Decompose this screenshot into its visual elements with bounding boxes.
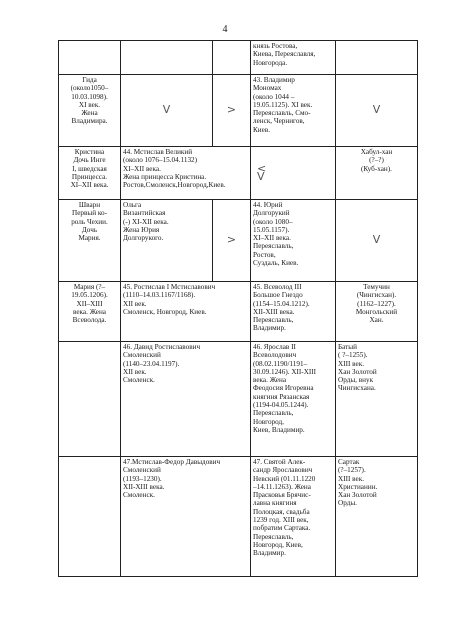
table-cell (213, 200, 251, 282)
cell-text: Ольга Византийская (-) XI-XII века. Жена Юрия Долгорукого. (123, 201, 169, 243)
table-cell (59, 342, 121, 457)
table-row (59, 147, 418, 200)
cell-text: Хабул-хан (?–?) (Куб-хан). (360, 148, 393, 173)
cell-text: 45. Всеволод III Большое Гнездо (1154–15.04.1212). XII-XIII века. Переяславль, Владимир. (253, 283, 310, 333)
table-cell (121, 457, 251, 577)
table-row (59, 41, 418, 75)
down-arrow-mark: V (372, 103, 381, 117)
cell-text: 47. Святой Алек- сандр Ярославович Невский (01.11.1220 –14.11.1263). Жена Прасковья Брячис- лавна княгиня Полоцкая, свадьба 1239 год. XIII век, побратим Сартака. Переяславль, Новгород, Киев, Владимир. (253, 458, 316, 558)
cell-text: 46. Давид Ростиславович Смоленский (1140–23.04.1197). XII век. Смоленск. (123, 343, 201, 385)
table-cell (336, 457, 418, 577)
table-cell (213, 75, 251, 147)
table-cell (121, 75, 213, 147)
table-cell (121, 200, 213, 282)
table-cell (251, 147, 336, 200)
table-cell (336, 282, 418, 342)
table-cell (336, 342, 418, 457)
table-cell (121, 147, 251, 200)
table-row (59, 282, 418, 342)
table-row (59, 342, 418, 457)
down-arrow-mark: V (162, 103, 171, 117)
genealogy-table (58, 40, 418, 577)
cell-text: князь Ростова, Киева, Переяславля, Новгорода. (253, 42, 316, 67)
cell-text: Темучин (Чингисхан). (1162–1227). Монгольский Хан. (355, 283, 398, 325)
table-row (59, 457, 418, 577)
cell-text: Мария (?– 19.05.1206). XII–XIII века. Жена Всеволода. (71, 283, 108, 325)
table-cell (251, 457, 336, 577)
cell-text: Сартак (?–1257). XIII век. Христианин. Хан Золотой Орды. (338, 458, 378, 508)
table-cell (251, 282, 336, 342)
table-cell (59, 75, 121, 147)
arrow-marks: < V (257, 161, 267, 183)
cell-text: Батый ( ?–1255). XIII век. Хан Золотой Орды, внук Чингисхана. (338, 343, 377, 393)
table-cell (336, 200, 418, 282)
cell-text: 43. Владимир Мономах (около 1044 – 19.05.1125). XI век. Переяславль, Смо- ленск, Чернигов, Киев. (253, 76, 313, 134)
table-cell (251, 342, 336, 457)
table-cell (251, 41, 336, 75)
table-cell (121, 41, 213, 75)
table-cell (59, 147, 121, 200)
table-cell (59, 457, 121, 577)
table-cell (59, 200, 121, 282)
down-arrow-mark: V (372, 233, 381, 247)
table-cell (59, 282, 121, 342)
cell-text: 45. Ростислав I Мстиславович (1110–14.03.1167/1168). XII век. Смоленск, Новгород, Киев. (123, 283, 216, 316)
right-arrow-mark: > (226, 103, 237, 117)
table-cell (121, 342, 251, 457)
table-cell (213, 41, 251, 75)
cell-text: Шварн Первый ко- роль Чехии. Дочь Мария. (71, 201, 108, 243)
page-number: 4 (222, 24, 228, 35)
cell-text: Гида (около1050– 10.03.1098). XI век. Жена Владимира. (70, 76, 109, 126)
table-cell (336, 41, 418, 75)
table-row (59, 200, 418, 282)
table-cell (59, 41, 121, 75)
table-cell (251, 200, 336, 282)
table-cell (121, 282, 251, 342)
cell-text: 44. Мстислав Великий (около 1076–15.04.1132) XI–XII века. Жена принцесса Кристина. Ростов,Смоленск,Новгород,Киев. (123, 148, 226, 190)
cell-text: Кристина Дочь Инге I, шведская Принцесса. XI–XII века. (70, 148, 109, 190)
table-cell (336, 147, 418, 200)
table-cell (336, 75, 418, 147)
right-arrow-mark: > (226, 233, 237, 247)
table-cell (251, 75, 336, 147)
cell-text: 47.Мстислав-Федор Давыдович Смоленский (1193–1230). XII-XIII века. Смоленск. (123, 458, 221, 500)
cell-text: 44. Юрий Долгорукий (около 1080– 15.05.1157). XI–XII века. Переяславль, Ростов, Суздаль, Киев. (253, 201, 299, 268)
table-row (59, 75, 418, 147)
cell-text: 46. Ярослав II Всеволодович (08.02.1190/1191– 30.09.1246). XII-XIII века. Жена Феодосия Игоревна княгиня Рязанская (1194-04.05.1244). Переяславль, Новгород, Киев, Владимир. (253, 343, 317, 434)
